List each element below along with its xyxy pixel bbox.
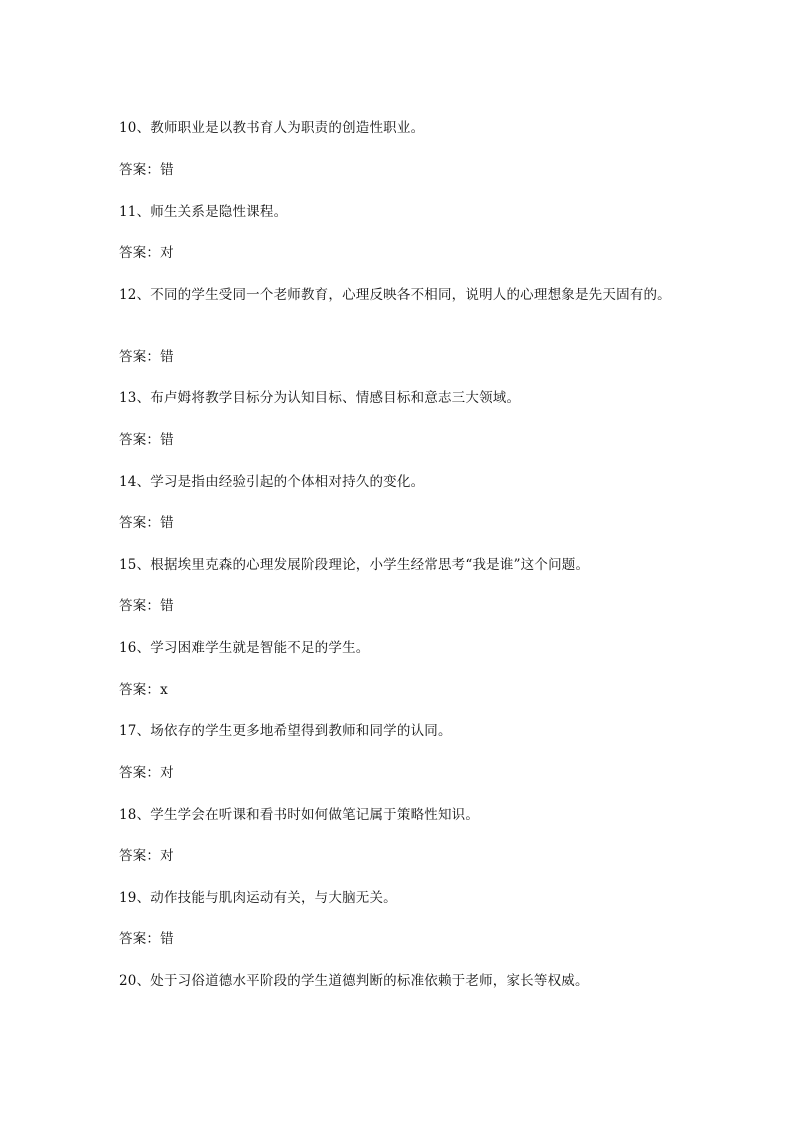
- question-19: 19、动作技能与肌肉运动有关，与大脑无关。: [119, 890, 397, 906]
- question-13: 13、布卢姆将教学目标分为认知目标、情感目标和意志三大领域。: [119, 390, 521, 406]
- answer-12: 答案：错: [119, 349, 174, 365]
- answer-19: 答案：错: [119, 931, 174, 947]
- answer-17: 答案：对: [119, 765, 174, 781]
- question-20: 20、处于习俗道德水平阶段的学生道德判断的标准依赖于老师，家长等权威。: [119, 973, 589, 989]
- question-11: 11、师生关系是隐性课程。: [119, 204, 288, 220]
- answer-11: 答案：对: [119, 245, 174, 261]
- answer-13: 答案：错: [119, 432, 174, 448]
- question-18: 18、学生学会在听课和看书时如何做笔记属于策略性知识。: [119, 807, 480, 823]
- answer-10: 答案：错: [119, 162, 174, 178]
- question-16: 16、学习困难学生就是智能不足的学生。: [119, 640, 370, 656]
- answer-18: 答案：对: [119, 848, 174, 864]
- question-10: 10、教师职业是以教书育人为职责的创造性职业。: [119, 120, 425, 136]
- question-14: 14、学习是指由经验引起的个体相对持久的变化。: [119, 474, 425, 490]
- answer-16: 答案：x: [119, 682, 168, 698]
- question-15: 15、根据埃里克森的心理发展阶段理论，小学生经常思考“我是谁”这个问题。: [119, 557, 590, 573]
- answer-15: 答案：错: [119, 598, 174, 614]
- question-17: 17、场依存的学生更多地希望得到教师和同学的认同。: [119, 723, 452, 739]
- question-12: 12、不同的学生受同一个老师教育，心理反映各不相同，说明人的心理想象是先天固有的。: [119, 287, 671, 303]
- answer-14: 答案：错: [119, 515, 174, 531]
